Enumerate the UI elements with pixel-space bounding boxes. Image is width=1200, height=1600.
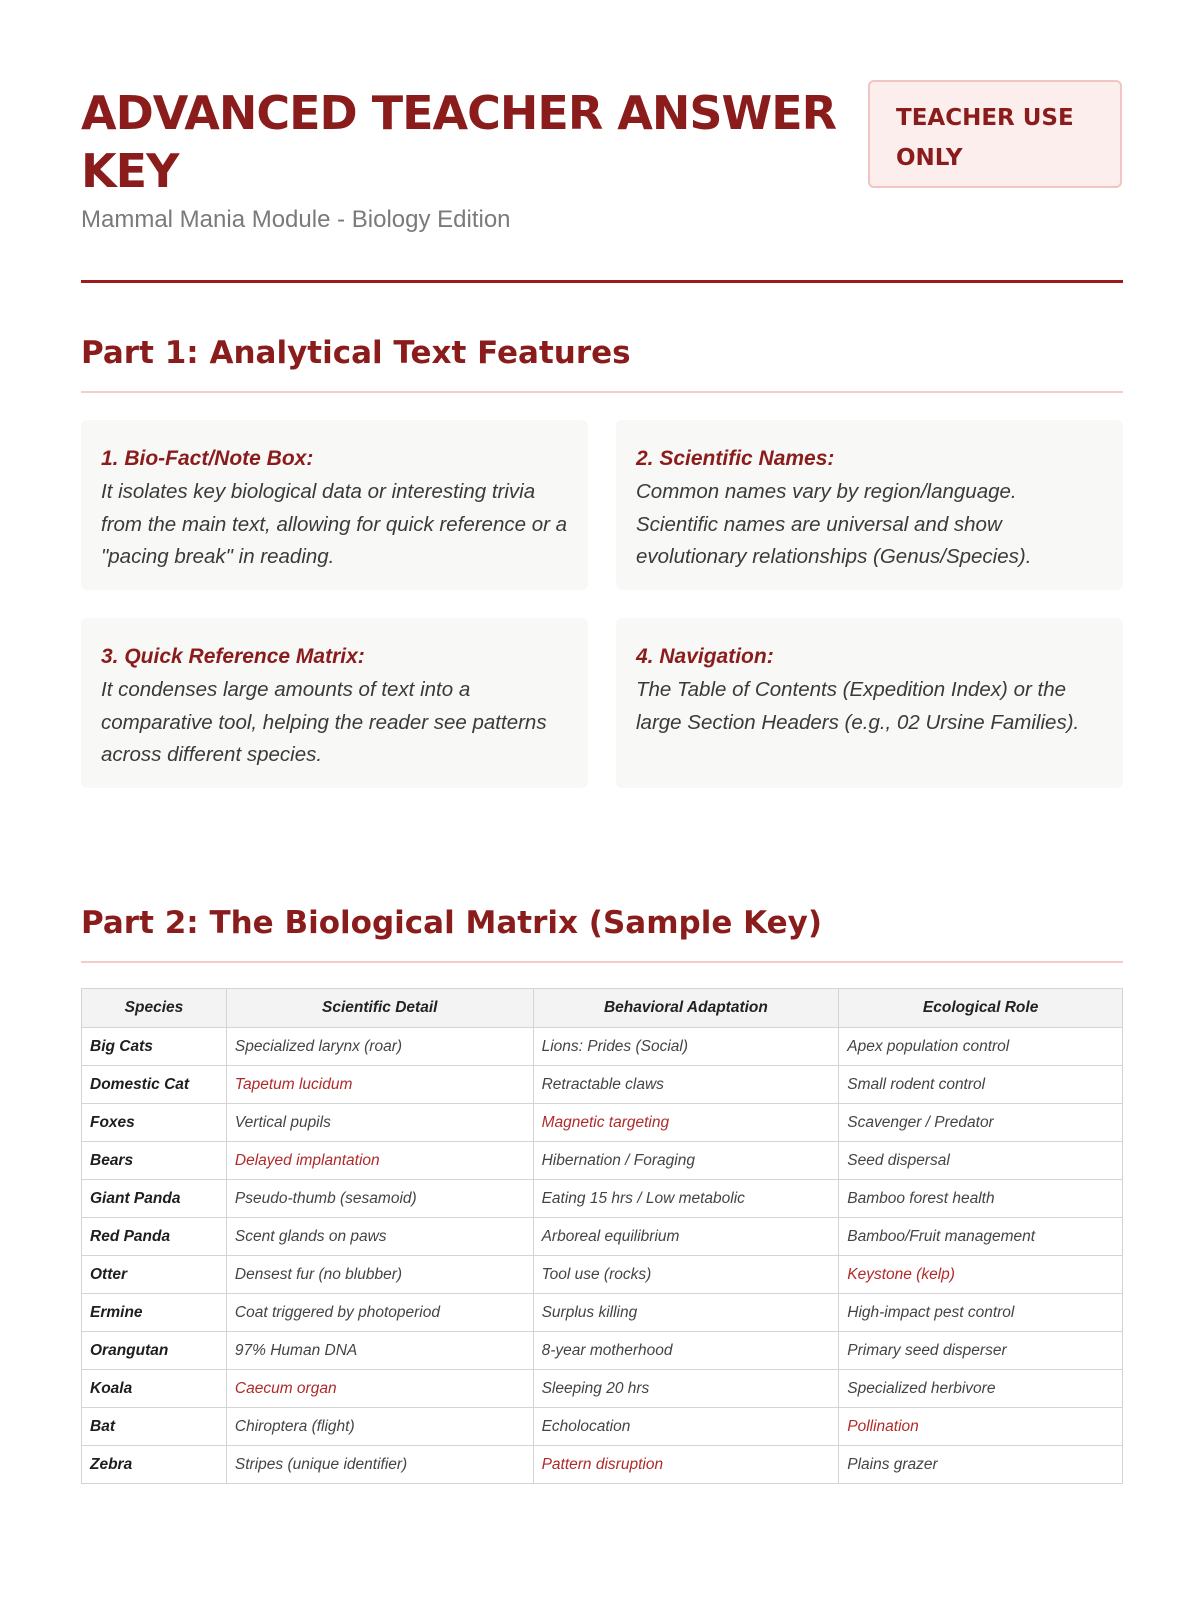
scientific-detail-cell: Scent glands on paws: [226, 1218, 533, 1256]
species-cell: Big Cats: [82, 1028, 227, 1066]
answer-key-page: [81, 80, 1123, 1473]
scientific-detail-cell: 97% Human DNA: [226, 1332, 533, 1370]
table-row: [82, 1408, 1123, 1446]
column-header-scientific-detail: Scientific Detail: [226, 989, 533, 1028]
behavioral-adaptation-cell: 8-year motherhood: [533, 1332, 839, 1370]
ecological-role-cell: Apex population control: [839, 1028, 1123, 1066]
part2-title: Part 2: The Biological Matrix (Sample Key): [81, 905, 823, 941]
behavioral-adaptation-cell: Pattern disruption: [533, 1446, 839, 1484]
scientific-detail-cell: Vertical pupils: [226, 1104, 533, 1142]
table-row: [82, 1142, 1123, 1180]
ecological-role-cell: Pollination: [839, 1408, 1123, 1446]
table-body: [82, 1028, 1123, 1484]
behavioral-adaptation-cell: Magnetic targeting: [533, 1104, 839, 1142]
feature-card: [81, 618, 588, 788]
species-cell: Bears: [82, 1142, 227, 1180]
species-cell: Foxes: [82, 1104, 227, 1142]
feature-card: [616, 420, 1123, 590]
scientific-detail-cell: Tapetum lucidum: [226, 1066, 533, 1104]
ecological-role-cell: Small rodent control: [839, 1066, 1123, 1104]
species-cell: Domestic Cat: [82, 1066, 227, 1104]
scientific-detail-cell: Densest fur (no blubber): [226, 1256, 533, 1294]
table-row: [82, 1180, 1123, 1218]
teacher-use-badge: TEACHER USE ONLY: [868, 80, 1122, 188]
feature-card-title: 1. Bio-Fact/Note Box:: [101, 447, 314, 470]
feature-card-text: It condenses large amounts of text into a comparative tool, helping the reader see patterns across different species.: [101, 678, 547, 766]
table-row: [82, 1294, 1123, 1332]
ecological-role-cell: Keystone (kelp): [839, 1256, 1123, 1294]
species-cell: Zebra: [82, 1446, 227, 1484]
header-divider: [81, 280, 1123, 283]
scientific-detail-cell: Chiroptera (flight): [226, 1408, 533, 1446]
feature-card-title: 4. Navigation:: [636, 645, 774, 668]
column-header-ecological-role: Ecological Role: [839, 989, 1123, 1028]
page-subtitle: Mammal Mania Module - Biology Edition: [81, 206, 511, 233]
part2-divider: [81, 961, 1123, 963]
species-cell: Bat: [82, 1408, 227, 1446]
ecological-role-cell: Primary seed disperser: [839, 1332, 1123, 1370]
part1-divider: [81, 391, 1123, 393]
table-row: [82, 1218, 1123, 1256]
behavioral-adaptation-cell: Surplus killing: [533, 1294, 839, 1332]
species-cell: Orangutan: [82, 1332, 227, 1370]
feature-card: [81, 420, 588, 590]
ecological-role-cell: Bamboo/Fruit management: [839, 1218, 1123, 1256]
page-title: ADVANCED TEACHER ANSWER KEY: [81, 86, 837, 198]
scientific-detail-cell: Pseudo-thumb (sesamoid): [226, 1180, 533, 1218]
table-row: [82, 1256, 1123, 1294]
species-cell: Giant Panda: [82, 1180, 227, 1218]
column-header-species: Species: [82, 989, 227, 1028]
species-cell: Otter: [82, 1256, 227, 1294]
scientific-detail-cell: Stripes (unique identifier): [226, 1446, 533, 1484]
behavioral-adaptation-cell: Hibernation / Foraging: [533, 1142, 839, 1180]
table-row: [82, 1446, 1123, 1484]
ecological-role-cell: Specialized herbivore: [839, 1370, 1123, 1408]
behavioral-adaptation-cell: Eating 15 hrs / Low metabolic: [533, 1180, 839, 1218]
column-header-behavioral-adaptation: Behavioral Adaptation: [533, 989, 839, 1028]
behavioral-adaptation-cell: Tool use (rocks): [533, 1256, 839, 1294]
feature-card-title: 2. Scientific Names:: [636, 447, 835, 470]
species-cell: Ermine: [82, 1294, 227, 1332]
scientific-detail-cell: Caecum organ: [226, 1370, 533, 1408]
scientific-detail-cell: Coat triggered by photoperiod: [226, 1294, 533, 1332]
ecological-role-cell: Bamboo forest health: [839, 1180, 1123, 1218]
table-row: [82, 1104, 1123, 1142]
feature-card: [616, 618, 1123, 788]
species-cell: Red Panda: [82, 1218, 227, 1256]
ecological-role-cell: Scavenger / Predator: [839, 1104, 1123, 1142]
behavioral-adaptation-cell: Lions: Prides (Social): [533, 1028, 839, 1066]
table-header-row: [82, 989, 1123, 1028]
ecological-role-cell: High-impact pest control: [839, 1294, 1123, 1332]
behavioral-adaptation-cell: Echolocation: [533, 1408, 839, 1446]
feature-card-text: The Table of Contents (Expedition Index) or the large Section Headers (e.g., 02 Ursine Families).: [636, 678, 1080, 734]
scientific-detail-cell: Specialized larynx (roar): [226, 1028, 533, 1066]
behavioral-adaptation-cell: Retractable claws: [533, 1066, 839, 1104]
behavioral-adaptation-cell: Sleeping 20 hrs: [533, 1370, 839, 1408]
ecological-role-cell: Plains grazer: [839, 1446, 1123, 1484]
biological-matrix-table: [81, 988, 1123, 1484]
table-row: [82, 1332, 1123, 1370]
part1-title: Part 1: Analytical Text Features: [81, 335, 631, 371]
feature-card-text: Common names vary by region/language. Scientific names are universal and show evolutionary relationships (Genus/Species).: [636, 480, 1032, 568]
table-row: [82, 1028, 1123, 1066]
scientific-detail-cell: Delayed implantation: [226, 1142, 533, 1180]
feature-card-title: 3. Quick Reference Matrix:: [101, 645, 365, 668]
table-row: [82, 1066, 1123, 1104]
behavioral-adaptation-cell: Arboreal equilibrium: [533, 1218, 839, 1256]
ecological-role-cell: Seed dispersal: [839, 1142, 1123, 1180]
page-header: [81, 80, 1123, 250]
feature-card-text: It isolates key biological data or interesting trivia from the main text, allowing for quick reference or a "pacing break" in reading.: [101, 480, 568, 568]
table-row: [82, 1370, 1123, 1408]
species-cell: Koala: [82, 1370, 227, 1408]
